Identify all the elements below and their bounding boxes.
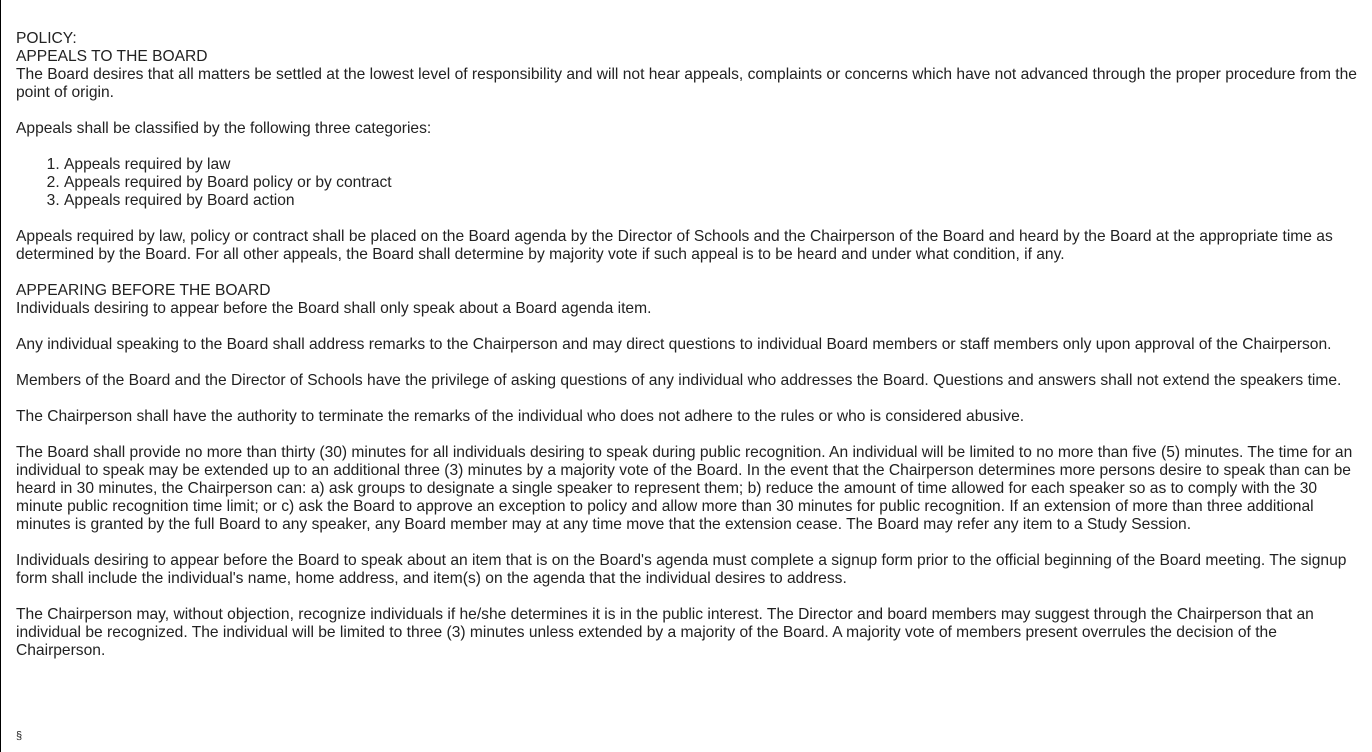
appearing-paragraph-time-limits: The Board shall provide no more than thirty (30) minutes for all individuals desiring to speak during public recognition. An individual will be limited to no more than five (5) minutes. The time for an individual to speak may be extended up to an additional three (3) minutes by a majority vote of the Board. In the event that the Chairperson determines more persons desire to speak than can be heard in 30 minutes, the Chairperson can: a) ask groups to designate a single speaker to represent them; b) reduce the amount of time allowed for each speaker so as to comply with the 30 minute public recognition time limit; or c) ask the Board to approve an exception to policy and allow more than 30 minutes for public recognition. If an extension of more than three additional minutes is granted by the full Board to any speaker, any Board member may at any time move that the extension cease. The Board may refer any item to a Study Session. (16, 444, 1353, 533)
appearing-paragraph-agenda-item: Individuals desiring to appear before the Board shall only speak about a Board agenda item. (16, 300, 652, 317)
appearing-paragraph-address-chairperson: Any individual speaking to the Board shall address remarks to the Chairperson and may direct questions to individual Board members or staff members only upon approval of the Chairperson. (16, 336, 1332, 353)
appearing-paragraph-questions: Members of the Board and the Director of Schools have the privilege of asking questions of any individual who addresses the Board. Questions and answers shall not extend the speakers time. (16, 372, 1342, 389)
appearing-paragraph-recognition: The Chairperson may, without objection, recognize individuals if he/she determines it is in the public interest. The Director and board members may suggest through the Chairperson that an individual be recognized. The individual will be limited to three (3) minutes unless extended by a majority of the Board. A majority vote of members present overrules the decision of the Chairperson. (16, 606, 1314, 659)
policy-label: POLICY: (16, 30, 77, 47)
appeals-categories-intro: Appeals shall be classified by the following three categories: (16, 120, 432, 137)
left-border-line (0, 0, 1, 752)
list-item: 2. Appeals required by Board policy or by contract (64, 174, 1361, 192)
appearing-paragraph-terminate: The Chairperson shall have the authority to terminate the remarks of the individual who does not adhere to the rules or who is considered abusive. (16, 408, 1025, 425)
appeals-closing-paragraph: Appeals required by law, policy or contract shall be placed on the Board agenda by the Director of Schools and the Chairperson of the Board and heard by the Board at the appropriate time as determined by the Board. For all other appeals, the Board shall determine by majority vote if such appeal is to be heard and under what condition, if any. (16, 228, 1333, 263)
appeals-category-list (16, 156, 1361, 210)
list-item: 1. Appeals required by law (64, 156, 1361, 174)
appeals-intro-paragraph: The Board desires that all matters be settled at the lowest level of responsibility and will not hear appeals, complaints or concerns which have not advanced through the proper procedure from the point of origin. (16, 66, 1357, 101)
section-mark: § (16, 730, 23, 742)
appearing-paragraph-signup: Individuals desiring to appear before the Board to speak about an item that is on the Board's agenda must complete a signup form prior to the official beginning of the Board meeting. The signup form shall include the individual's name, home address, and item(s) on the agenda that the individual desires to address. (16, 552, 1347, 587)
appearing-heading: APPEARING BEFORE THE BOARD (16, 282, 271, 299)
policy-document (16, 30, 1361, 678)
list-item: 3. Appeals required by Board action (64, 192, 1361, 210)
appeals-heading: APPEALS TO THE BOARD (16, 48, 208, 65)
